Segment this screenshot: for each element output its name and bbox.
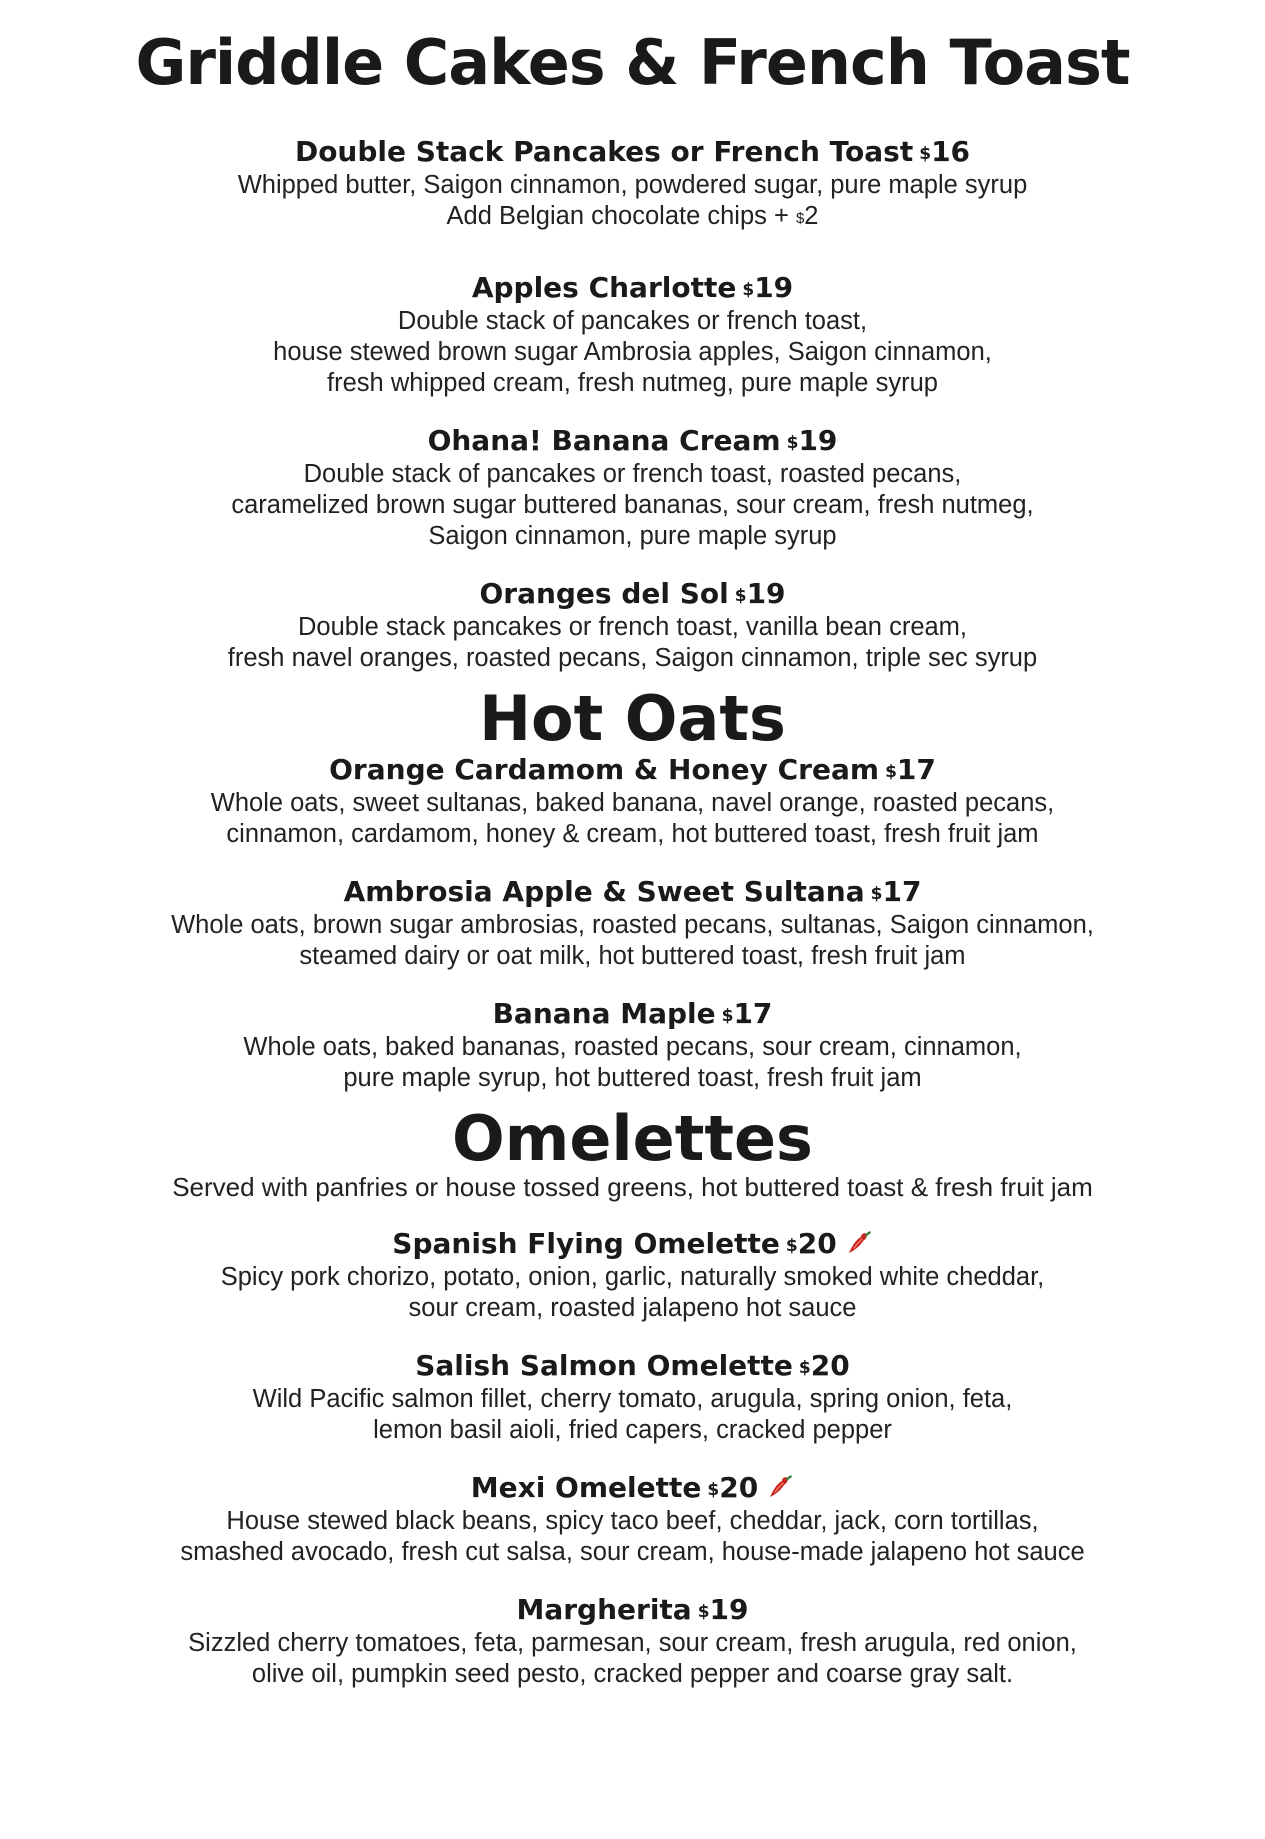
- item-price: 19: [754, 271, 794, 304]
- menu-item-salish-salmon-omelette: [0, 1348, 1265, 1446]
- section-note: Served with panfries or house tossed greens, hot buttered toast & fresh fruit jam: [172, 1172, 1093, 1202]
- item-heading: [0, 874, 1265, 910]
- menu-item-apples-charlotte: [0, 270, 1265, 399]
- currency-symbol: $: [919, 144, 932, 164]
- addon-text: Add Belgian chocolate chips +: [446, 202, 796, 230]
- item-heading: [0, 1592, 1265, 1628]
- addon-price: 2: [804, 202, 819, 230]
- item-description-line: cinnamon, cardamom, honey & cream, hot buttered toast, fresh fruit jam: [226, 820, 1039, 848]
- item-heading: [0, 996, 1265, 1032]
- item-name: Spanish Flying Omelette: [392, 1227, 780, 1260]
- item-description-line: Double stack pancakes or french toast, vanilla bean cream,: [297, 613, 968, 641]
- item-description-line: Double stack of pancakes or french toast,: [397, 307, 868, 335]
- item-heading: [0, 270, 1265, 306]
- item-description-line: smashed avocado, fresh cut salsa, sour cream, house-made jalapeno hot sauce: [180, 1538, 1085, 1566]
- section-title-hot-oats: Hot Oats: [479, 682, 786, 755]
- item-price: 17: [733, 997, 773, 1030]
- item-description-line: House stewed black beans, spicy taco beef, cheddar, jack, corn tortillas,: [226, 1507, 1039, 1535]
- item-description-line: steamed dairy or oat milk, hot buttered toast, fresh fruit jam: [299, 942, 966, 970]
- item-name: Banana Maple: [492, 997, 716, 1030]
- item-price: 20: [719, 1471, 759, 1504]
- item-heading: [0, 1348, 1265, 1384]
- item-addon-line: [0, 201, 1265, 232]
- item-description-line: Spicy pork chorizo, potato, onion, garlic, naturally smoked white cheddar,: [220, 1263, 1045, 1291]
- item-heading: [0, 752, 1265, 788]
- item-description-line: Whole oats, brown sugar ambrosias, roasted pecans, sultanas, Saigon cinnamon,: [171, 911, 1094, 939]
- currency-symbol: $: [697, 1602, 710, 1622]
- currency-symbol: $: [798, 1358, 811, 1378]
- menu-item-oranges-del-sol: [0, 576, 1265, 674]
- item-name: Margherita: [516, 1593, 692, 1626]
- item-heading: [0, 423, 1265, 459]
- item-heading: [0, 134, 1265, 170]
- item-price: 20: [797, 1227, 837, 1260]
- currency-symbol: $: [786, 433, 799, 453]
- item-description-line: Double stack of pancakes or french toast, roasted pecans,: [303, 460, 962, 488]
- item-description-line: Wild Pacific salmon fillet, cherry tomato, arugula, spring onion, feta,: [252, 1385, 1013, 1413]
- currency-symbol: $: [742, 280, 755, 300]
- item-description-line: Whole oats, baked bananas, roasted pecans, sour cream, cinnamon,: [243, 1033, 1022, 1061]
- addon-currency: $: [795, 210, 805, 227]
- item-description-line: Whole oats, sweet sultanas, baked banana, navel orange, roasted pecans,: [210, 789, 1055, 817]
- item-price: 19: [709, 1593, 749, 1626]
- item-description-line: fresh whipped cream, fresh nutmeg, pure maple syrup: [327, 369, 938, 397]
- menu-item-orange-cardamom: [0, 752, 1265, 850]
- item-name: Ambrosia Apple & Sweet Sultana: [343, 875, 865, 908]
- item-description-line: fresh navel oranges, roasted pecans, Saigon cinnamon, triple sec syrup: [227, 644, 1038, 672]
- currency-symbol: $: [734, 586, 747, 606]
- item-description-line: caramelized brown sugar buttered bananas, sour cream, fresh nutmeg,: [231, 491, 1034, 519]
- item-description-line: olive oil, pumpkin seed pesto, cracked pepper and coarse gray salt.: [251, 1660, 1014, 1688]
- item-name: Double Stack Pancakes or French Toast: [294, 135, 914, 168]
- item-description-line: house stewed brown sugar Ambrosia apples, Saigon cinnamon,: [273, 338, 992, 366]
- item-heading: [0, 576, 1265, 612]
- menu-item-spanish-flying-omelette: [0, 1226, 1265, 1324]
- item-price: 19: [746, 577, 786, 610]
- item-price: 17: [882, 875, 922, 908]
- item-description-line: Whipped butter, Saigon cinnamon, powdered sugar, pure maple syrup: [237, 171, 1028, 199]
- currency-symbol: $: [721, 1006, 734, 1026]
- menu-item-banana-maple: [0, 996, 1265, 1094]
- chili-pepper-icon: [845, 1229, 873, 1257]
- item-description-line: Sizzled cherry tomatoes, feta, parmesan, sour cream, fresh arugula, red onion,: [188, 1629, 1077, 1657]
- item-name: Salish Salmon Omelette: [415, 1349, 793, 1382]
- item-description-line: sour cream, roasted jalapeno hot sauce: [408, 1294, 857, 1322]
- currency-symbol: $: [885, 762, 897, 782]
- item-price: 17: [896, 753, 936, 786]
- item-price: 19: [798, 424, 838, 457]
- currency-symbol: $: [785, 1236, 798, 1256]
- item-name: Mexi Omelette: [470, 1471, 702, 1504]
- menu-item-ambrosia-apple: [0, 874, 1265, 972]
- item-name: Oranges del Sol: [479, 577, 729, 610]
- item-name: Ohana! Banana Cream: [427, 424, 781, 457]
- item-description-line: lemon basil aioli, fried capers, cracked pepper: [373, 1416, 892, 1444]
- currency-symbol: $: [870, 884, 883, 904]
- menu-item-ohana-banana-cream: [0, 423, 1265, 552]
- section-title-griddle-cakes: Griddle Cakes & French Toast: [135, 26, 1130, 99]
- item-price: 16: [931, 135, 971, 168]
- item-heading: [0, 1226, 1265, 1262]
- item-heading: [0, 1470, 1265, 1506]
- item-price: 20: [810, 1349, 850, 1382]
- item-name: Orange Cardamom & Honey Cream: [329, 753, 880, 786]
- item-description-line: Saigon cinnamon, pure maple syrup: [428, 522, 837, 550]
- menu-item-double-stack: [0, 134, 1265, 232]
- currency-symbol: $: [707, 1480, 720, 1500]
- menu-item-mexi-omelette: [0, 1470, 1265, 1568]
- section-title-omelettes: Omelettes: [452, 1102, 813, 1175]
- chili-pepper-icon: [766, 1473, 794, 1501]
- menu-item-margherita: [0, 1592, 1265, 1690]
- item-description-line: pure maple syrup, hot buttered toast, fresh fruit jam: [343, 1064, 922, 1092]
- item-name: Apples Charlotte: [471, 271, 737, 304]
